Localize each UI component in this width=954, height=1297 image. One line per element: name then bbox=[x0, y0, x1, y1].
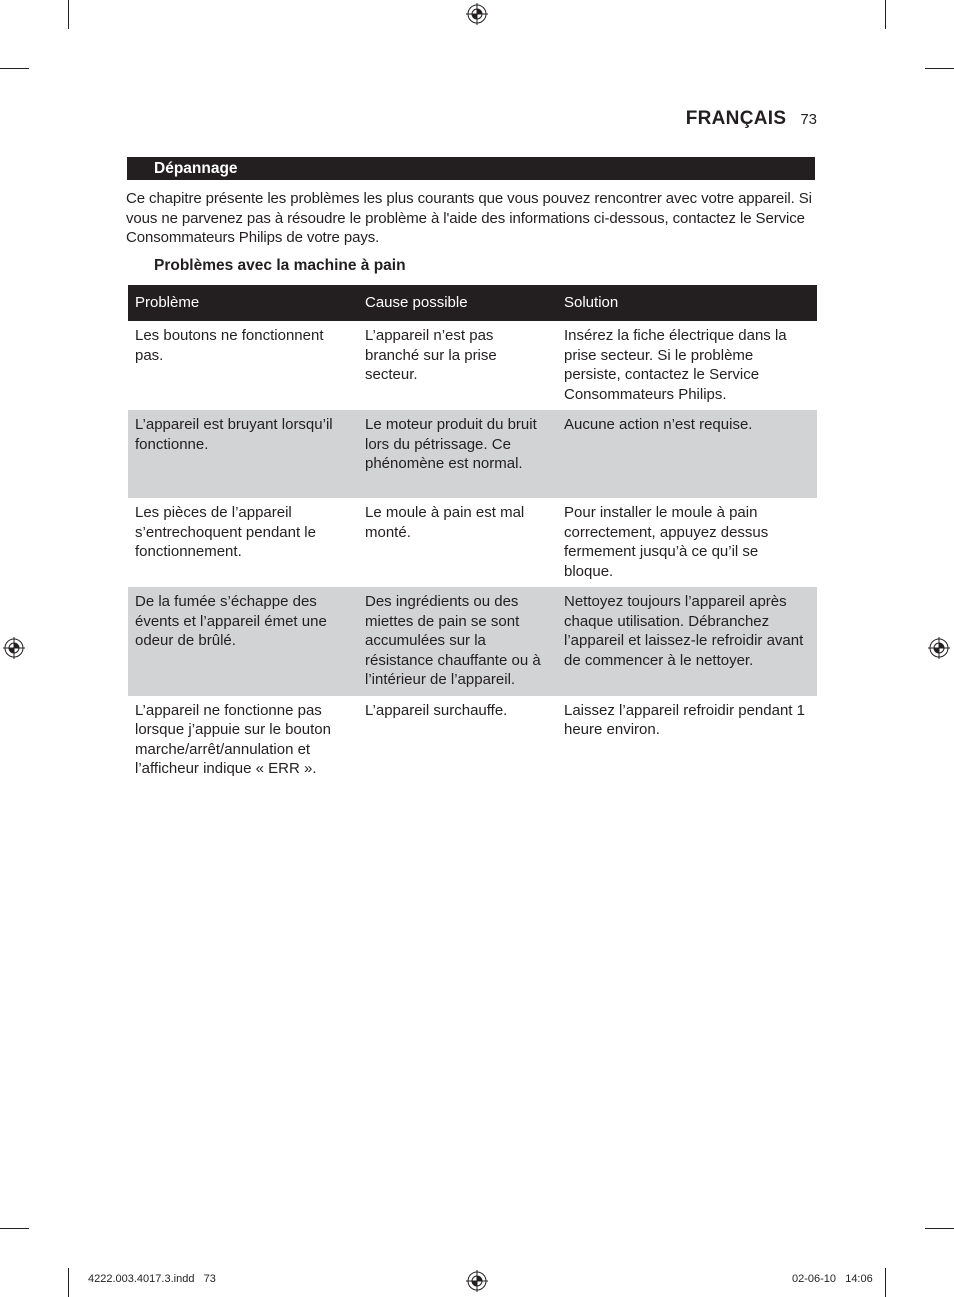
crop-mark-icon bbox=[885, 0, 886, 29]
column-header-solution: Solution bbox=[557, 285, 817, 321]
column-header-cause: Cause possible bbox=[358, 285, 557, 321]
table-row bbox=[128, 321, 817, 410]
cause-cell: L’appareil n’est pas branché sur la prise secteur. bbox=[365, 327, 497, 383]
crop-mark-icon bbox=[0, 68, 29, 69]
solution-cell: Nettoyez toujours l’appareil après chaque utilisation. Débranchez l’appareil et laissez-le refroidir avant de commencer à le nettoyer. bbox=[557, 587, 817, 696]
solution-cell: Pour installer le moule à pain correctement, appuyez dessus fermement jusqu’à ce qu’il se bloque. bbox=[564, 504, 769, 580]
table-row bbox=[128, 410, 817, 498]
cause-cell: L’appareil surchauffe. bbox=[365, 701, 508, 719]
problem-cell: L’appareil ne fonctionne pas lorsque j’appuie sur le bouton marche/arrêt/annulation et l’afficheur indique « ERR ». bbox=[135, 701, 331, 777]
solution-cell: Insérez la fiche électrique dans la prise secteur. Si le problème persiste, contactez le Service Consommateurs Philips. bbox=[564, 327, 787, 403]
problem-cell: Les boutons ne fonctionnent pas. bbox=[135, 327, 324, 364]
crop-mark-icon bbox=[925, 68, 954, 69]
solution-cell: Aucune action n’est requise. bbox=[557, 410, 817, 498]
registration-mark-icon bbox=[928, 637, 950, 659]
crop-mark-icon bbox=[68, 0, 69, 29]
crop-mark-icon bbox=[0, 1228, 29, 1229]
table-row bbox=[128, 498, 817, 587]
table-row bbox=[128, 696, 817, 785]
cause-cell: Le moteur produit du bruit lors du pétrissage. Ce phénomène est normal. bbox=[358, 410, 557, 498]
registration-mark-icon bbox=[466, 3, 488, 25]
subheading: Problèmes avec la machine à pain bbox=[154, 257, 406, 274]
cause-cell: Le moule à pain est mal monté. bbox=[365, 504, 525, 541]
table-header-row bbox=[128, 285, 817, 321]
problem-cell: L’appareil est bruyant lorsqu’il fonctionne. bbox=[128, 410, 358, 498]
column-header-problem: Problème bbox=[128, 285, 358, 321]
troubleshooting-table bbox=[128, 285, 817, 785]
page-header bbox=[600, 108, 817, 130]
problem-cell: De la fumée s’échappe des évents et l’appareil émet une odeur de brûlé. bbox=[128, 587, 358, 696]
solution-cell: Laissez l’appareil refroidir pendant 1 heure environ. bbox=[564, 701, 805, 738]
section-title: Dépannage bbox=[127, 157, 815, 180]
footer-file-label: 4222.003.4017.3.indd 73 bbox=[88, 1273, 216, 1285]
registration-mark-icon bbox=[3, 637, 25, 659]
crop-mark-icon bbox=[925, 1228, 954, 1229]
cause-cell: Des ingrédients ou des miettes de pain se sont accumulées sur la résistance chauffante ou à l’intérieur de l’appareil. bbox=[358, 587, 557, 696]
page-number: 73 bbox=[800, 111, 817, 128]
footer-timestamp: 02-06-10 14:06 bbox=[792, 1273, 873, 1285]
problem-cell: Les pièces de l’appareil s’entrechoquent pendant le fonctionnement. bbox=[135, 504, 316, 560]
crop-mark-icon bbox=[68, 1268, 69, 1297]
language-label: FRANÇAIS bbox=[685, 108, 787, 129]
table-row bbox=[128, 587, 817, 696]
crop-mark-icon bbox=[885, 1268, 886, 1297]
intro-paragraph: Ce chapitre présente les problèmes les plus courants que vous pouvez rencontrer avec votre appareil. Si vous ne parvenez pas à résoudre le problème à l'aide des informations ci-dessous, contactez le Service Consommateurs Philips de votre pays. bbox=[126, 190, 812, 246]
registration-mark-icon bbox=[466, 1270, 488, 1292]
